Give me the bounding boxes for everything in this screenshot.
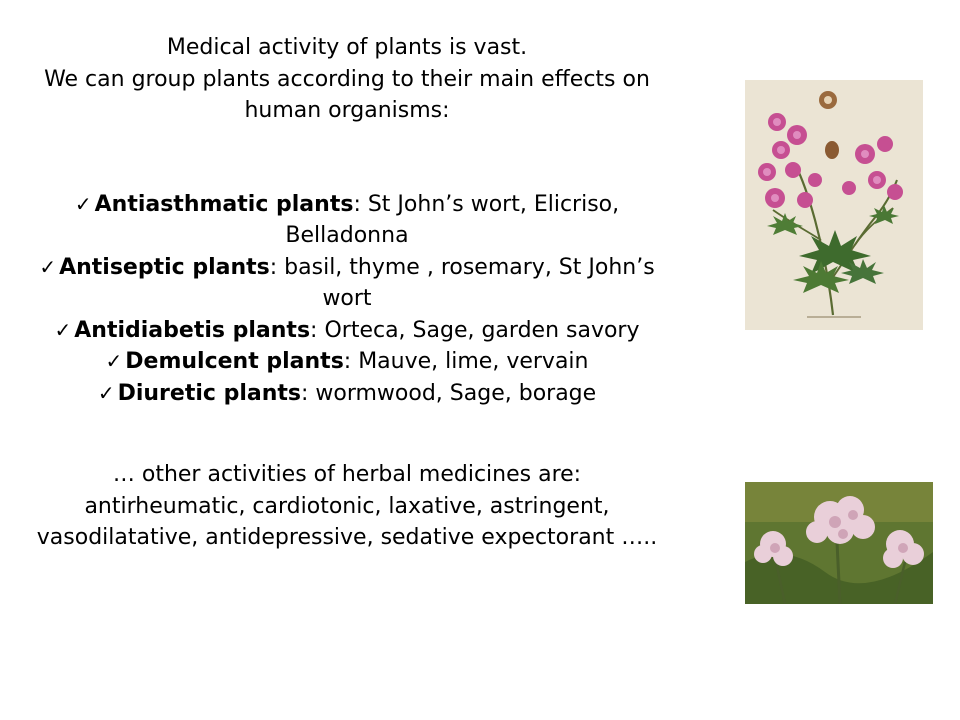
checkmark-icon: ✓: [97, 380, 115, 405]
checkmark-icon: ✓: [39, 254, 57, 279]
list-item: ✓ Antiasthmatic plants: St John’s wort, Elicriso, Belladonna: [74, 191, 620, 248]
category-examples: basil, thyme , rosemary, St John’s wort: [284, 254, 655, 311]
checkmark-icon: ✓: [105, 349, 123, 373]
plant-category-list: [36, 189, 658, 410]
list-item: ✓ Antiseptic plants: basil, thyme , rosemary, St John’s wort: [39, 254, 655, 311]
other-activities-text: … other activities of herbal medicines are: antirheumatic, cardiotonic, laxative, astringent, vasodilatative, antidepressive, sedative expectorant …..: [36, 462, 658, 550]
category-term: Demulcent plants: [125, 349, 344, 374]
slide-text: [36, 32, 658, 554]
category-term: Diuretic plants: [117, 380, 301, 406]
intro-line-1: Medical activity of plants is vast.: [166, 35, 528, 60]
intro-line-2: We can group plants according to their main effects on human organisms:: [44, 66, 650, 123]
category-examples: wormwood, Sage, borage: [315, 380, 597, 406]
category-term: Antiseptic plants: [59, 254, 270, 280]
category-examples: Orteca, Sage, garden savory: [324, 317, 640, 343]
category-term: Antiasthmatic plants: [94, 191, 354, 217]
list-item: ✓ Antidiabetis plants: Orteca, Sage, garden savory: [54, 317, 640, 343]
valerian-flower-photo: [745, 482, 933, 604]
category-examples: St John’s wort, Elicriso, Belladonna: [285, 191, 620, 248]
category-term: Antidiabetis plants: [74, 317, 311, 343]
category-examples: Mauve, lime, vervain: [358, 349, 589, 374]
list-item: ✓ Diuretic plants: wormwood, Sage, borage: [97, 380, 597, 406]
checkmark-icon: ✓: [54, 317, 72, 342]
mallow-illustration: [745, 80, 923, 330]
checkmark-icon: ✓: [74, 191, 92, 216]
list-item: ✓ Demulcent plants: Mauve, lime, vervain: [105, 349, 589, 374]
